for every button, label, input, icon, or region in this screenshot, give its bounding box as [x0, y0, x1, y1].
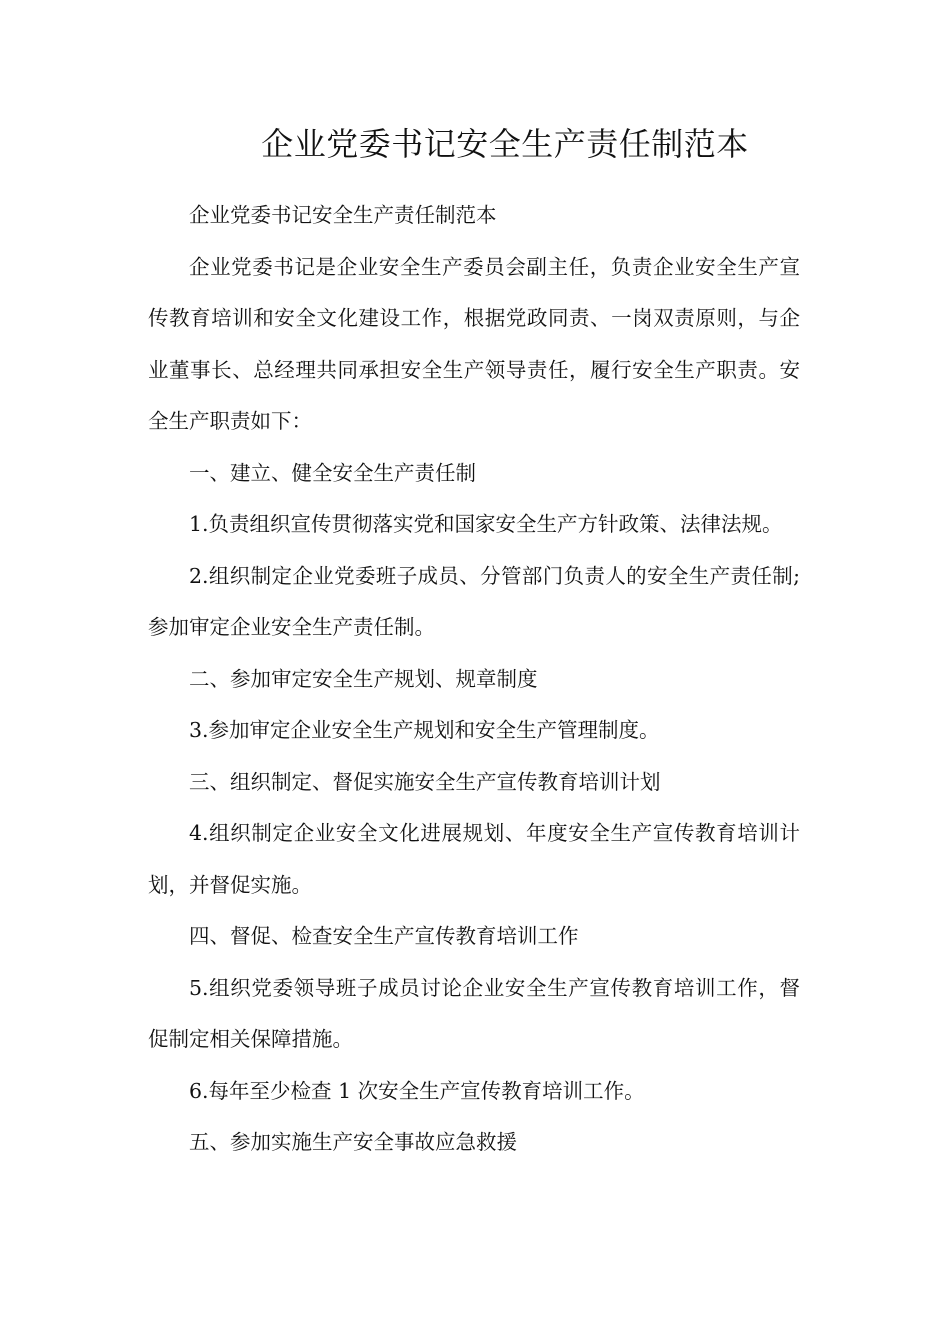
list-item-2: 2.组织制定企业党委班子成员、分管部门负责人的安全生产责任制;参加审定企业安全生产责任制。 [148, 563, 800, 639]
paragraph-intro: 企业党委书记是企业安全生产委员会副主任，负责企业安全生产宣传教育培训和安全文化建设工作，根据党政同责、一岗双责原则，与企业董事长、总经理共同承担安全生产领导责任，履行安全生产职责。安全生产职责如下： [148, 254, 800, 433]
section-heading-5: 五、参加实施生产安全事故应急救援 [189, 1130, 517, 1154]
section-heading-3: 三、组织制定、督促实施安全生产宣传教育培训计划 [189, 769, 661, 794]
list-item-4: 4.组织制定企业安全文化进展规划、年度安全生产宣传教育培训计划，并督促实施。 [148, 821, 800, 897]
section-heading-2: 二、参加审定安全生产规划、规章制度 [189, 666, 538, 691]
document-body [148, 190, 800, 1169]
document-title: 企业党委书记安全生产责任制范本 [261, 125, 749, 163]
section-heading-1: 一、建立、健全安全生产责任制 [189, 460, 476, 485]
list-item-5: 5.组织党委领导班子成员讨论企业安全生产宣传教育培训工作，督促制定相关保障措施。 [148, 975, 800, 1051]
list-item-3: 3.参加审定企业安全生产规划和安全生产管理制度。 [189, 718, 660, 742]
list-item-6: 6.每年至少检查 1 次安全生产宣传教育培训工作。 [189, 1078, 645, 1103]
paragraph-subtitle: 企业党委书记安全生产责任制范本 [189, 203, 497, 227]
section-heading-4: 四、督促、检查安全生产宣传教育培训工作 [189, 924, 579, 948]
list-item-1: 1.负责组织宣传贯彻落实党和国家安全生产方针政策、法律法规。 [189, 512, 783, 536]
